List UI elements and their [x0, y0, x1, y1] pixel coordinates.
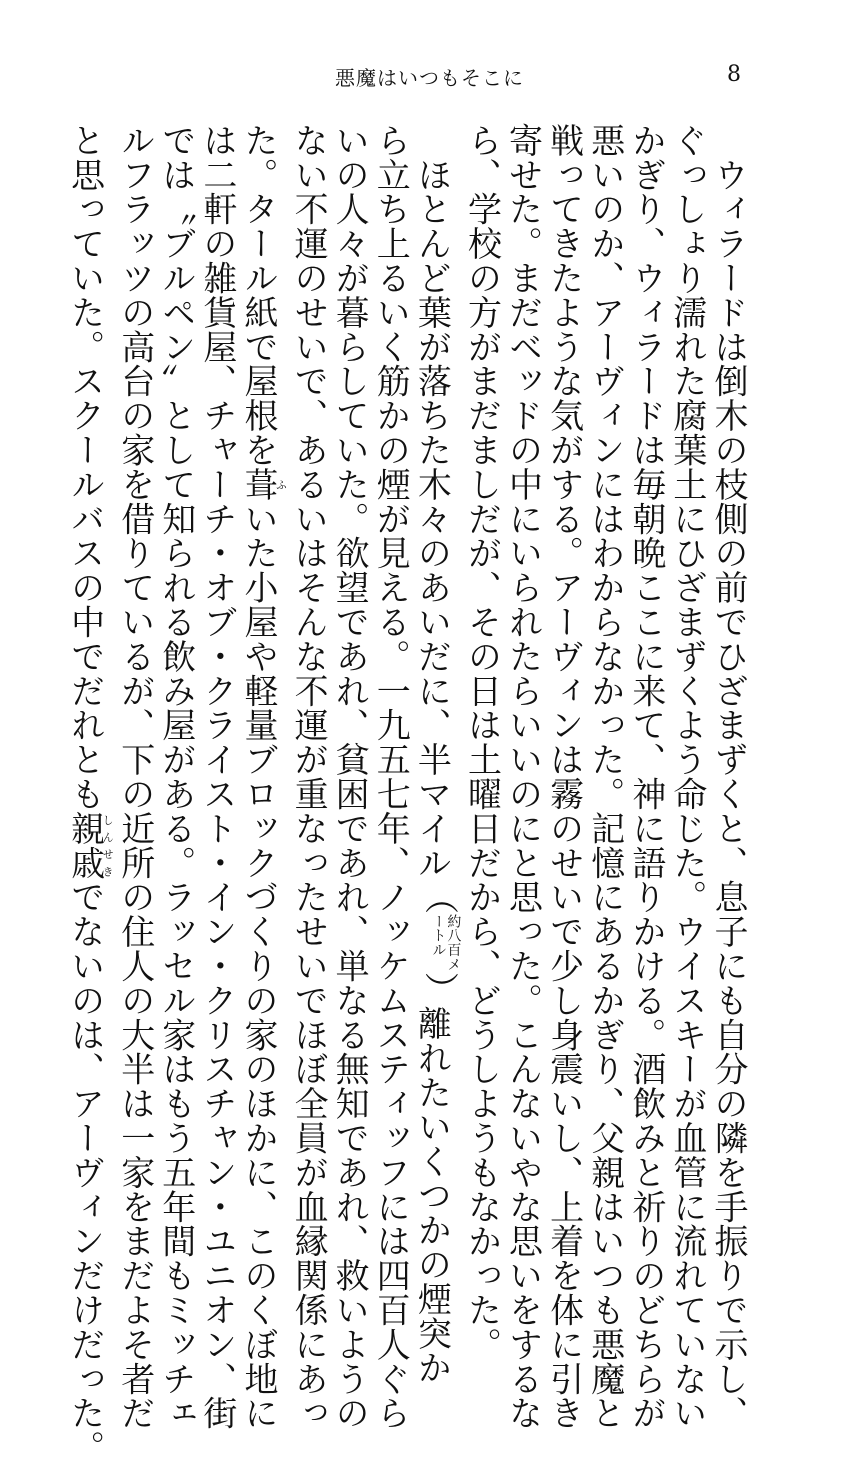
text-column-12-after: いた小屋や軽量ブロックづくりの家のほかに、このくぼ地に: [237, 501, 278, 1431]
text-column-11: ない不運のせいで、あるいはそんな不運が重なったせいでほぼ全員が血縁関係にあっ: [288, 123, 329, 1431]
text-column-6: 寄せた。まだベッドの中にいられたらいいのにと思った。こんないやな思いをするな: [502, 123, 543, 1431]
page-number: 8: [727, 62, 741, 87]
text-column-16-before: と思っていた。スクールバスの中でだれとも: [64, 123, 105, 811]
text-column-1: ウィラードは倒木の枝側の前でひざまずくと、息子にも自分の隣を手振りで示し、: [708, 123, 748, 1431]
note-close-paren: ）: [418, 971, 459, 1007]
text-column-4: 悪いのか、アーヴィンにはわからなかった。記憶にあるかぎり、父親はいつも悪魔と: [584, 123, 625, 1431]
text-column-10: いの人々が暮らしていた。欲望であれ、貧困であれ、単なる無知であれ、救いようの: [329, 123, 370, 1431]
note-open-paren: （: [418, 879, 459, 915]
note-line-1: 約八百メ: [445, 914, 462, 972]
furigana-base: 葺: [237, 467, 278, 502]
text-column-2: ぐっしょり濡れた腐葉土にひざまずくよう命じた。ウイスキーが血管に流れていない: [666, 123, 707, 1431]
inline-translator-note: [420, 880, 460, 1006]
text-column-12: [237, 123, 288, 1431]
text-column-12-before: た。タール紙で屋根を: [237, 123, 278, 467]
text-column-14: では〝ブルペン〟として知られる飲み屋がある。ラッセル家はもう五年間もミッチェ: [155, 123, 196, 1431]
note-line-2: ートル: [430, 914, 447, 958]
text-column-8-after: 離れたいくつかの煙突か: [411, 1006, 452, 1385]
text-column-8: [410, 123, 462, 1385]
text-column-15: ルフラッツの高台の家を借りているが、下の近所の住人の大半は一家をまだよそ者だ: [114, 123, 155, 1431]
text-column-8-before: ほとんど葉が落ちた木々のあいだに、半マイル: [411, 123, 452, 880]
furigana-word: [64, 811, 115, 880]
text-column-13: は二軒の雑貨屋、チャーチ・オブ・クライスト・イン・クリスチャン・ユニオン、街: [196, 123, 237, 1431]
text-column-16-after: でないのは、アーヴィンだけだった。: [64, 879, 105, 1465]
text-column-9: ら立ち上るいく筋かの煙が見える。一九五七年、ノッケムスティッフには四百人ぐら: [370, 123, 411, 1431]
text-column-5: 戦ってきたような気がする。アーヴィンは霧のせいで少し身震いし、上着を体に引き: [543, 123, 584, 1431]
furigana-reading: しんせき: [101, 811, 115, 880]
running-title: 悪魔はいつもそこに: [335, 66, 524, 90]
text-column-3: かぎり、ウィラードは毎朝晩ここに来て、神に語りかける。酒飲みと祈りのどちらが: [625, 123, 666, 1431]
furigana-base: 親戚: [64, 811, 105, 880]
furigana-word: [237, 467, 288, 502]
body-text: [64, 123, 749, 1465]
furigana-reading: ふ: [274, 467, 288, 502]
text-column-7: ら、学校の方がまだましだが、その日は土曜日だから、どうしようもなかった。: [461, 123, 502, 1362]
text-column-16: [64, 123, 115, 1465]
